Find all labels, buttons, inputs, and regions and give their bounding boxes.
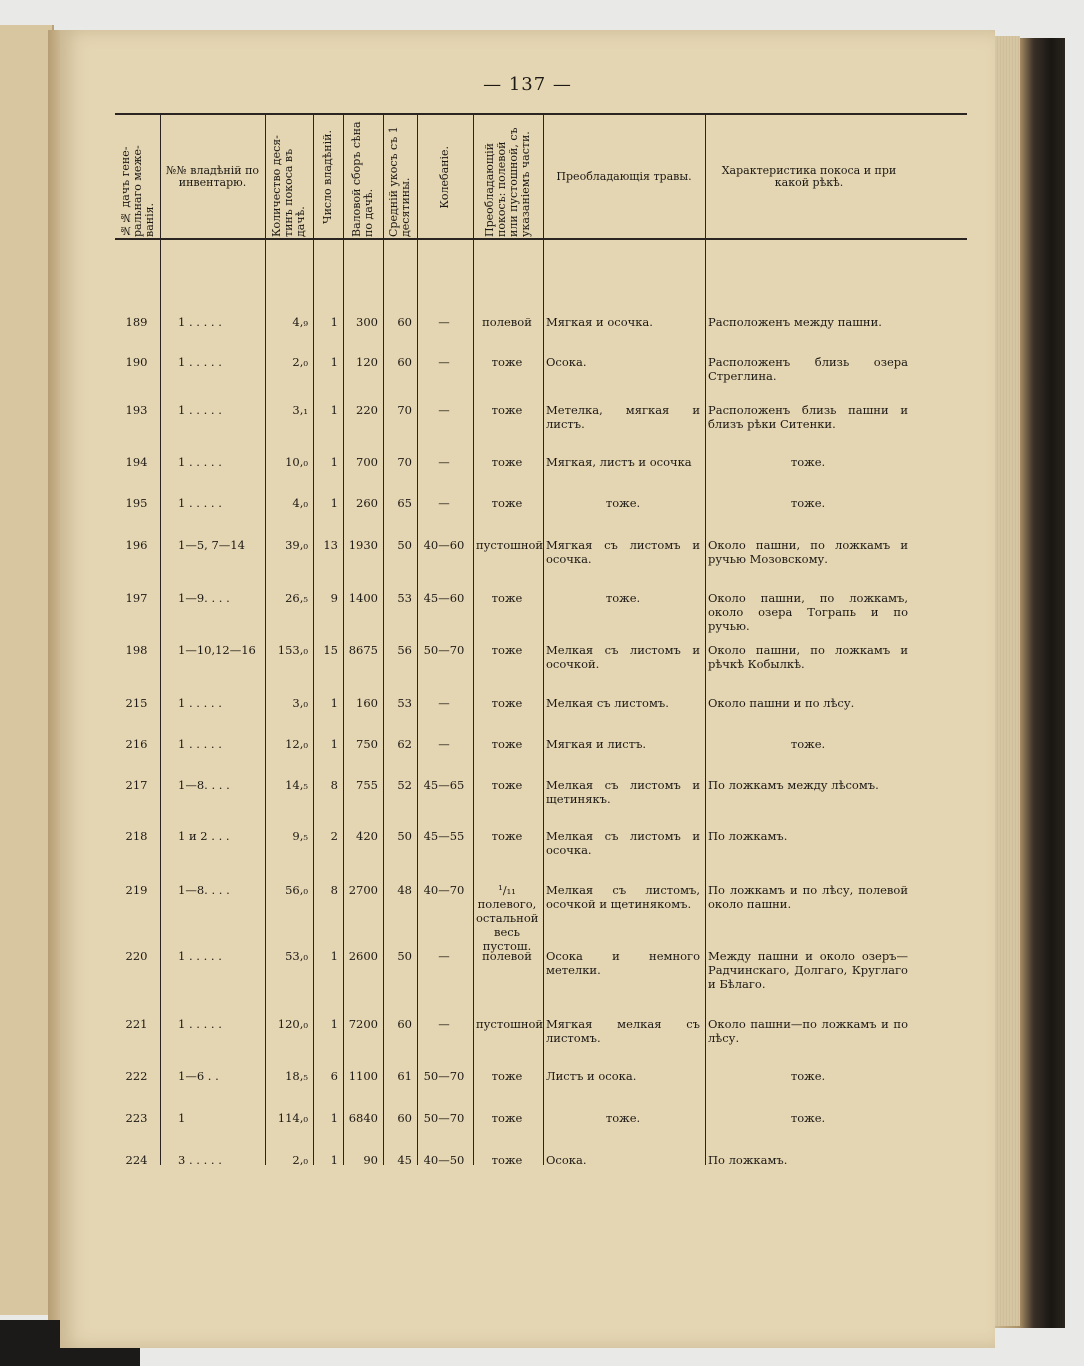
column-header-label: Характеристика покоса и при какой рѣкѣ.	[721, 164, 897, 189]
table-cell-chislo: 6	[330, 1069, 338, 1083]
table-cell-sbor: 260	[356, 496, 378, 510]
table-cell-sbor: 420	[356, 829, 378, 843]
table-cell-dacha: 194	[125, 455, 148, 469]
column-header-label: Преобладающія травы.	[556, 170, 692, 183]
column-header-2	[162, 117, 263, 237]
table-cell-des: 14,₅	[285, 778, 308, 792]
table-cell-travy: Листъ и осока.	[546, 1069, 637, 1083]
table-cell-har: Расположенъ между пашни.	[708, 315, 882, 329]
table-cell-har: Между пашни и около озеръ—Радчинскаго, Долгаго, Круглаго и Бѣлаго.	[708, 949, 908, 991]
table-cell-vlad: 1 . . . . .	[178, 1017, 222, 1031]
table-cell-sbor: 220	[356, 403, 378, 417]
table-cell-har: тоже.	[790, 1069, 826, 1083]
table-cell-kol: 40—50	[423, 1153, 465, 1167]
table-cell-kol: —	[438, 1017, 450, 1031]
table-cell-vlad: 1 . . . . .	[178, 355, 222, 369]
table-cell-chislo: 1	[330, 315, 338, 329]
table-cell-pokos: полевой	[482, 315, 532, 329]
table-cell-chislo: 1	[330, 1153, 338, 1167]
table-cell-har: Расположенъ близь озера Стреглина.	[708, 355, 908, 383]
table-cell-des: 3,₁	[292, 403, 308, 417]
column-header-9	[545, 117, 703, 237]
table-cell-des: 12,₀	[285, 737, 308, 751]
table-cell-kol: —	[438, 696, 450, 710]
table-cell-dacha: 218	[125, 829, 148, 843]
table-cell-des: 18,₅	[285, 1069, 308, 1083]
table-cell-kol: —	[438, 455, 450, 469]
table-cell-vlad: 1 . . . . .	[178, 403, 222, 417]
table-cell-har: тоже.	[790, 1111, 826, 1125]
table-cell-vlad: 1 и 2 . . .	[178, 829, 230, 843]
table-cell-dacha: 220	[125, 949, 148, 963]
table-cell-dacha: 223	[125, 1111, 148, 1125]
table-cell-vlad: 1 . . . . .	[178, 315, 222, 329]
table-cell-ukos: 60	[397, 1017, 412, 1031]
column-divider	[343, 115, 344, 1165]
document-page	[60, 30, 995, 1348]
table-cell-des: 153,₀	[277, 643, 308, 657]
table-cell-har: Около пашни и по лѣсу.	[708, 696, 855, 710]
table-cell-pokos: пустошной	[476, 538, 544, 552]
table-cell-har: тоже.	[790, 496, 826, 510]
table-cell-vlad: 1 . . . . .	[178, 949, 222, 963]
column-header-6	[385, 117, 415, 237]
table-cell-ukos: 60	[397, 315, 412, 329]
table-cell-pokos: тоже	[491, 643, 523, 657]
table-cell-vlad: 1	[178, 1111, 186, 1125]
column-header-label: Колебаніе.	[438, 145, 451, 209]
table-cell-travy: Мелкая съ листомъ и щетинякъ.	[546, 778, 700, 806]
table-cell-chislo: 1	[330, 455, 338, 469]
table-cell-ukos: 52	[397, 778, 412, 792]
table-cell-ukos: 53	[397, 591, 412, 605]
column-divider	[473, 115, 474, 1165]
table-cell-des: 2,₀	[292, 355, 308, 369]
column-header-5	[345, 117, 381, 237]
table-cell-sbor: 6840	[348, 1111, 378, 1125]
column-header-10	[707, 117, 911, 237]
column-divider	[705, 115, 706, 1165]
table-cell-vlad: 1—6 . .	[178, 1069, 219, 1083]
left-page-edge	[0, 25, 54, 1315]
table-cell-sbor: 1400	[348, 591, 378, 605]
column-header-label: №№ дачъ гене-ральнаго меже-ванія.	[118, 145, 156, 237]
header-bottom-rule	[115, 238, 967, 240]
column-header-8	[475, 117, 541, 237]
table-cell-chislo: 15	[323, 643, 338, 657]
column-header-7	[419, 117, 471, 237]
table-cell-chislo: 8	[330, 883, 338, 897]
table-cell-dacha: 193	[125, 403, 148, 417]
table-cell-dacha: 222	[125, 1069, 148, 1083]
table-cell-chislo: 1	[330, 496, 338, 510]
table-cell-des: 2,₀	[292, 1153, 308, 1167]
table-cell-chislo: 1	[330, 949, 338, 963]
table-cell-dacha: 215	[125, 696, 148, 710]
table-cell-ukos: 62	[397, 737, 412, 751]
table-cell-travy: Мягкая мелкая съ листомъ.	[546, 1017, 700, 1045]
table-cell-har: Около пашни, по ложкамъ и ручью Мозовскому.	[708, 538, 908, 566]
column-header-3	[267, 117, 311, 237]
table-cell-travy: тоже.	[605, 496, 641, 510]
table-cell-har: тоже.	[790, 737, 826, 751]
table-cell-travy: тоже.	[605, 591, 641, 605]
table-cell-travy: Мягкая и листъ.	[546, 737, 647, 751]
table-cell-sbor: 90	[363, 1153, 378, 1167]
table-cell-ukos: 48	[397, 883, 412, 897]
table-cell-des: 9,₅	[292, 829, 308, 843]
table-cell-travy: Мелкая съ листомъ и осочка.	[546, 829, 700, 857]
table-cell-kol: 40—70	[423, 883, 465, 897]
table-cell-kol: —	[438, 949, 450, 963]
table-cell-har: По ложкамъ и по лѣсу, полевой около пашни.	[708, 883, 908, 911]
table-cell-travy: Метелка, мягкая и листъ.	[546, 403, 700, 431]
table-cell-pokos: тоже	[491, 778, 523, 792]
table-cell-vlad: 1 . . . . .	[178, 455, 222, 469]
table-cell-ukos: 50	[397, 829, 412, 843]
table-cell-des: 26,₅	[285, 591, 308, 605]
table-top-rule	[115, 113, 967, 115]
table-cell-dacha: 190	[125, 355, 148, 369]
table-cell-dacha: 198	[125, 643, 148, 657]
table-cell-vlad: 1—8. . . .	[178, 778, 230, 792]
table-cell-des: 4,₉	[292, 315, 308, 329]
table-cell-chislo: 1	[330, 403, 338, 417]
table-cell-vlad: 3 . . . . .	[178, 1153, 222, 1167]
table-cell-sbor: 300	[356, 315, 378, 329]
table-cell-har: Около пашни, по ложкамъ, около озера Тограпь и по ручью.	[708, 591, 908, 633]
table-cell-travy: тоже.	[605, 1111, 641, 1125]
table-cell-des: 114,₀	[277, 1111, 308, 1125]
table-cell-sbor: 700	[356, 455, 378, 469]
table-cell-pokos: пустошной	[476, 1017, 544, 1031]
table-cell-des: 120,₀	[277, 1017, 308, 1031]
table-cell-ukos: 60	[397, 355, 412, 369]
table-cell-ukos: 61	[397, 1069, 412, 1083]
table-cell-kol: 50—70	[423, 1069, 465, 1083]
table-cell-sbor: 120	[356, 355, 378, 369]
table-cell-sbor: 8675	[348, 643, 378, 657]
table-cell-vlad: 1—10,12—16	[178, 643, 256, 657]
table-cell-har: Около пашни—по ложкамъ и по лѣсу.	[708, 1017, 908, 1045]
table-cell-des: 56,₀	[285, 883, 308, 897]
table-cell-dacha: 195	[125, 496, 148, 510]
table-cell-des: 39,₀	[285, 538, 308, 552]
table-cell-vlad: 1 . . . . .	[178, 496, 222, 510]
table-cell-pokos: тоже	[491, 737, 523, 751]
column-header-label: Валовой сборъ сѣна по дачѣ.	[350, 121, 375, 237]
table-cell-chislo: 8	[330, 778, 338, 792]
table-cell-dacha: 216	[125, 737, 148, 751]
table-cell-kol: —	[438, 315, 450, 329]
table-cell-chislo: 1	[330, 355, 338, 369]
table-cell-vlad: 1—5, 7—14	[178, 538, 245, 552]
table-cell-ukos: 53	[397, 696, 412, 710]
table-cell-ukos: 70	[397, 403, 412, 417]
page-number: — 137 —	[483, 74, 572, 95]
table-cell-des: 3,₀	[292, 696, 308, 710]
table-cell-sbor: 160	[356, 696, 378, 710]
table-cell-pokos: ¹/₁₁ полевого, остальной весь пустош.	[476, 883, 539, 953]
column-header-4	[315, 117, 341, 237]
table-cell-sbor: 7200	[348, 1017, 378, 1031]
table-cell-travy: Мягкая съ листомъ и осочка.	[546, 538, 700, 566]
column-header-label: Количество деся-тинъ покоса въ дачѣ.	[270, 135, 307, 237]
table-cell-sbor: 1930	[348, 538, 378, 552]
table-cell-kol: —	[438, 403, 450, 417]
table-cell-ukos: 50	[397, 538, 412, 552]
table-cell-vlad: 1—9. . . .	[178, 591, 230, 605]
table-cell-kol: —	[438, 496, 450, 510]
table-cell-vlad: 1 . . . . .	[178, 737, 222, 751]
table-cell-pokos: тоже	[491, 829, 523, 843]
table-cell-har: По ложкамъ.	[708, 829, 788, 843]
column-header-label: Средній укосъ съ 1 десятины.	[387, 126, 412, 237]
table-cell-har: По ложкамъ между лѣсомъ.	[708, 778, 879, 792]
table-cell-pokos: тоже	[491, 355, 523, 369]
table-cell-dacha: 219	[125, 883, 148, 897]
table-cell-dacha: 224	[125, 1153, 148, 1167]
column-header-label: Число владѣній.	[321, 130, 334, 224]
table-cell-travy: Осока и немного метелки.	[546, 949, 700, 977]
table-cell-pokos: тоже	[491, 455, 523, 469]
table-cell-sbor: 755	[356, 778, 378, 792]
column-divider	[160, 115, 161, 1165]
table-cell-chislo: 1	[330, 696, 338, 710]
table-cell-pokos: тоже	[491, 1153, 523, 1167]
table-cell-pokos: тоже	[491, 496, 523, 510]
table-cell-travy: Мелкая съ листомъ и осочкой.	[546, 643, 700, 671]
table-cell-ukos: 65	[397, 496, 412, 510]
table-cell-har: тоже.	[790, 455, 826, 469]
table-cell-chislo: 1	[330, 1111, 338, 1125]
table-cell-dacha: 196	[125, 538, 148, 552]
table-cell-sbor: 750	[356, 737, 378, 751]
table-cell-ukos: 45	[397, 1153, 412, 1167]
table-cell-chislo: 9	[330, 591, 338, 605]
table-cell-vlad: 1 . . . . .	[178, 696, 222, 710]
table-cell-har: Около пашни, по ложкамъ и рѣчкѣ Кобылкѣ.	[708, 643, 908, 671]
table-cell-vlad: 1—8. . . .	[178, 883, 230, 897]
table-cell-kol: 45—55	[423, 829, 465, 843]
table-cell-kol: —	[438, 737, 450, 751]
table-cell-des: 10,₀	[285, 455, 308, 469]
table-cell-dacha: 221	[125, 1017, 148, 1031]
table-cell-des: 4,₀	[292, 496, 308, 510]
column-divider	[265, 115, 266, 1165]
table-cell-kol: 45—60	[423, 591, 465, 605]
column-header-label: Преобладающій покосъ: полевой или пустошной, съ указаніемъ части.	[483, 127, 532, 237]
table-cell-des: 53,₀	[285, 949, 308, 963]
table-cell-ukos: 70	[397, 455, 412, 469]
table-cell-ukos: 50	[397, 949, 412, 963]
table-cell-kol: 45—65	[423, 778, 465, 792]
table-cell-chislo: 1	[330, 1017, 338, 1031]
table-cell-dacha: 197	[125, 591, 148, 605]
table-cell-travy: Мелкая съ листомъ.	[546, 696, 669, 710]
table-cell-dacha: 217	[125, 778, 148, 792]
table-cell-kol: 50—70	[423, 1111, 465, 1125]
column-divider	[313, 115, 314, 1165]
table-cell-pokos: тоже	[491, 696, 523, 710]
table-cell-travy: Осока.	[546, 1153, 587, 1167]
table-cell-travy: Мягкая и осочка.	[546, 315, 653, 329]
table-cell-kol: 50—70	[423, 643, 465, 657]
table-cell-travy: Осока.	[546, 355, 587, 369]
table-cell-dacha: 189	[125, 315, 148, 329]
column-divider	[543, 115, 544, 1165]
table-cell-sbor: 2700	[348, 883, 378, 897]
table-cell-travy: Мягкая, листъ и осочка	[546, 455, 692, 469]
table-cell-chislo: 1	[330, 737, 338, 751]
table-cell-pokos: тоже	[491, 1069, 523, 1083]
table-cell-pokos: полевой	[482, 949, 532, 963]
table-cell-travy: Мелкая съ листомъ, осочкой и щетинякомъ.	[546, 883, 700, 911]
table-cell-chislo: 13	[323, 538, 338, 552]
table-cell-pokos: тоже	[491, 591, 523, 605]
column-divider	[417, 115, 418, 1165]
table-cell-pokos: тоже	[491, 403, 523, 417]
table-cell-kol: —	[438, 355, 450, 369]
table-cell-ukos: 56	[397, 643, 412, 657]
table-cell-har: Расположенъ близь пашни и близъ рѣки Ситенки.	[708, 403, 908, 431]
table-cell-chislo: 2	[330, 829, 338, 843]
table-cell-sbor: 2600	[348, 949, 378, 963]
column-header-1	[117, 117, 158, 237]
table-cell-ukos: 60	[397, 1111, 412, 1125]
table-cell-sbor: 1100	[348, 1069, 378, 1083]
table-cell-har: По ложкамъ.	[708, 1153, 788, 1167]
column-divider	[383, 115, 384, 1165]
table-cell-pokos: тоже	[491, 1111, 523, 1125]
column-header-label: №№ владѣній по инвентарю.	[165, 164, 260, 189]
table-cell-kol: 40—60	[423, 538, 465, 552]
